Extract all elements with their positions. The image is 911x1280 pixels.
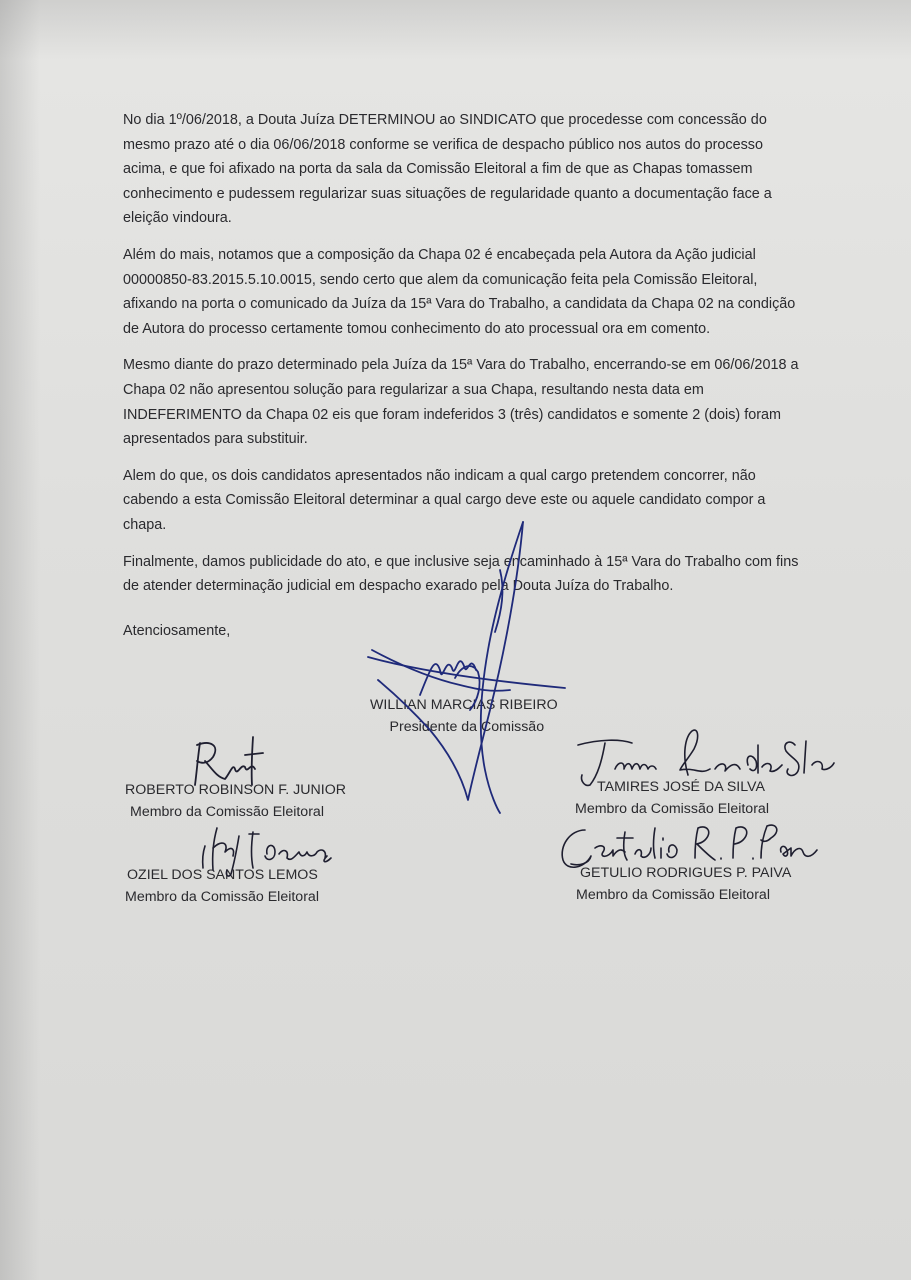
getulio-signature [555,818,820,878]
paragraph-2: Além do mais, notamos que a composição da Chapa 02 é encabeçada pela Autora da Ação judicial 00000850-83.2015.5.10.0015, sendo certo que alem da comunicação feita pela Comissão Eleitoral, afixando na porta o comunicado da Juíza da 15ª Vara do Trabalho, a candidata da Chapa 02 na condição de Autora do processo certamente tomou conhecimento do ato processual ora em comento. [123,246,796,337]
page-shadow-left [0,0,40,1280]
roberto-signature [185,735,275,795]
paragraph-1: No dia 1º/06/2018, a Douta Juíza DETERMINOU ao SINDICATO que procedesse com concessão do mesmo prazo até o dia 06/06/2018 conforme se verifica de despacho público nos autos do processo acima, e que foi afixado na porta da sala da Comissão Eleitoral a fim de que as Chapas tomassem conhecimento e pudessem regularizar suas situações de regularidade quanto a documentação face a eleição vindoura. [123,112,772,227]
signatory-name: WILLIAN MARCIAS RIBEIRO [370,697,558,713]
signatory-name: OZIEL DOS SANTOS LEMOS [127,867,318,883]
signatory-name: ROBERTO ROBINSON F. JUNIOR [125,782,346,798]
paragraph-3: Mesmo diante do prazo determinado pela Juíza da 15ª Vara do Trabalho, encerrando-se em 06/06/2018 a Chapa 02 não apresentou solução para regularizar a sua Chapa, resultando nesta data em INDEFERIMENTO da Chapa 02 eis que foram indeferidos 3 (três) candidatos e somente 2 (dois) foram apresentados para substituir. [123,357,799,448]
signatory-name: GETULIO RODRIGUES P. PAIVA [580,865,792,881]
signatory-role: Membro da Comissão Eleitoral [125,889,319,905]
tamires-signature [570,725,835,795]
paragraph-4: Alem do que, os dois candidatos apresentados não indicam a qual cargo pretendem concorrer, não cabendo a esta Comissão Eleitoral determinar a qual cargo deve este ou aquele candidato compor a chapa. [123,467,766,533]
paragraph-5: Finalmente, damos publicidade do ato, e que inclusive seja encaminhado à 15ª Vara do Trabalho com fins de atender determinação judicial em despacho exarado pela Douta Juíza do Trabalho. [123,553,799,595]
closing-line: Atenciosamente, [123,622,231,639]
president-signature [360,520,580,820]
oziel-signature [195,818,335,878]
signatory-role: Presidente da Comissão [389,719,545,735]
signatory-name: TAMIRES JOSÉ DA SILVA [597,779,765,795]
signatory-role: Membro da Comissão Eleitoral [130,804,324,820]
signatory-role: Membro da Comissão Eleitoral [575,801,769,817]
signatory-role: Membro da Comissão Eleitoral [576,887,770,903]
page-shadow-top [0,0,911,60]
